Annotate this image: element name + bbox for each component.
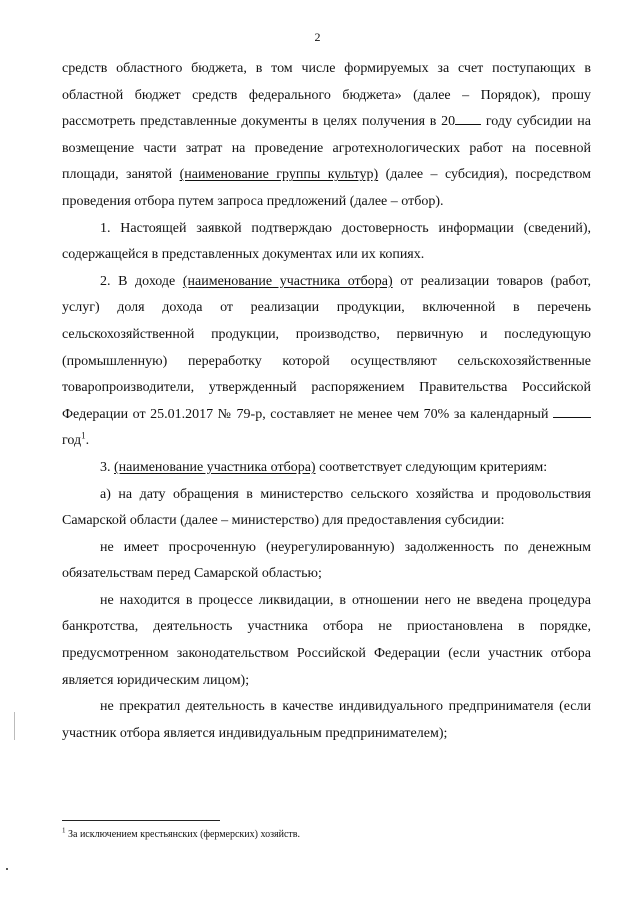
year-blank	[455, 112, 481, 125]
item-2-text: от реализации товаров (работ, услуг) доля дохода от реализации продукции, включенной в перечень сельскохозяйственной продукции, производство, первичную и последующую (промышленную) переработку которой осуществляют сельскохозяйственные товаропроизводители, утвержденный распоряжением Правительства Российской Федерации от 25.01.2017 № 79-р, составляет не менее чем 70% за календарный	[62, 273, 591, 422]
item-2-year-word: год	[62, 433, 82, 449]
criterion-no-liquidation: не находится в процессе ликвидации, в отношении него не введена процедура банкротства, деятельность участника отбора не приостановлена в порядке, предусмотренном законодательством Российской Федерации (если участник отбора является юридическим лицом);	[62, 592, 591, 688]
page-number: 2	[314, 30, 321, 44]
intro-paragraph	[62, 56, 591, 216]
item-3-participant-placeholder: (наименование участника отбора)	[114, 459, 316, 475]
item-2	[62, 269, 591, 455]
footnote-ref: 1	[81, 430, 86, 441]
footnote-mark: 1	[62, 826, 66, 835]
scan-artifact	[14, 712, 15, 740]
intro-text-1: средств областного бюджета, в том числе формируемых за счет поступающих в областной бюджет средств федерального бюджета» (далее – Порядок), прошу рассмотреть представленные документы в целях получения в 20	[62, 61, 591, 130]
intro-text-2: году субсидии на возмещение части затрат на проведение агротехнологических работ на посевной площади, занятой	[62, 114, 592, 183]
footnote	[62, 828, 591, 841]
document-body	[62, 56, 591, 747]
footnote-divider	[62, 820, 220, 821]
item-2-prefix: 2. В доходе	[100, 273, 183, 289]
scan-dot	[6, 868, 8, 870]
item-3	[62, 455, 591, 482]
criterion-entrepreneur: не прекратил деятельность в качестве индивидуального предпринимателя (если участник отбора является индивидуальным предпринимателем);	[62, 699, 591, 741]
item-2-participant-placeholder: (наименование участника отбора)	[182, 273, 393, 289]
footnote-text: За исключением крестьянских (фермерских) хозяйств.	[65, 829, 301, 840]
item-1: 1. Настоящей заявкой подтверждаю достоверность информации (сведений), содержащейся в представленных документах или их копиях.	[62, 220, 591, 263]
calendar-year-blank	[553, 405, 591, 418]
item-3-prefix: 3.	[100, 459, 114, 475]
item-3-text: соответствует следующим критериям:	[315, 459, 548, 475]
crop-group-placeholder: (наименование группы культур)	[179, 167, 379, 183]
criterion-no-debt: не имеет просроченную (неурегулированную) задолженность по денежным обязательствам перед Самарской областью;	[62, 539, 591, 582]
item-2-end: .	[85, 433, 90, 449]
criteria-a: а) на дату обращения в министерство сельского хозяйства и продовольствия Самарской области (далее – министерство) для предоставления субсидии:	[62, 486, 591, 529]
intro-text-3: (далее – субсидия), посредством проведения отбора путем запроса предложений (далее – отбор).	[62, 167, 591, 209]
